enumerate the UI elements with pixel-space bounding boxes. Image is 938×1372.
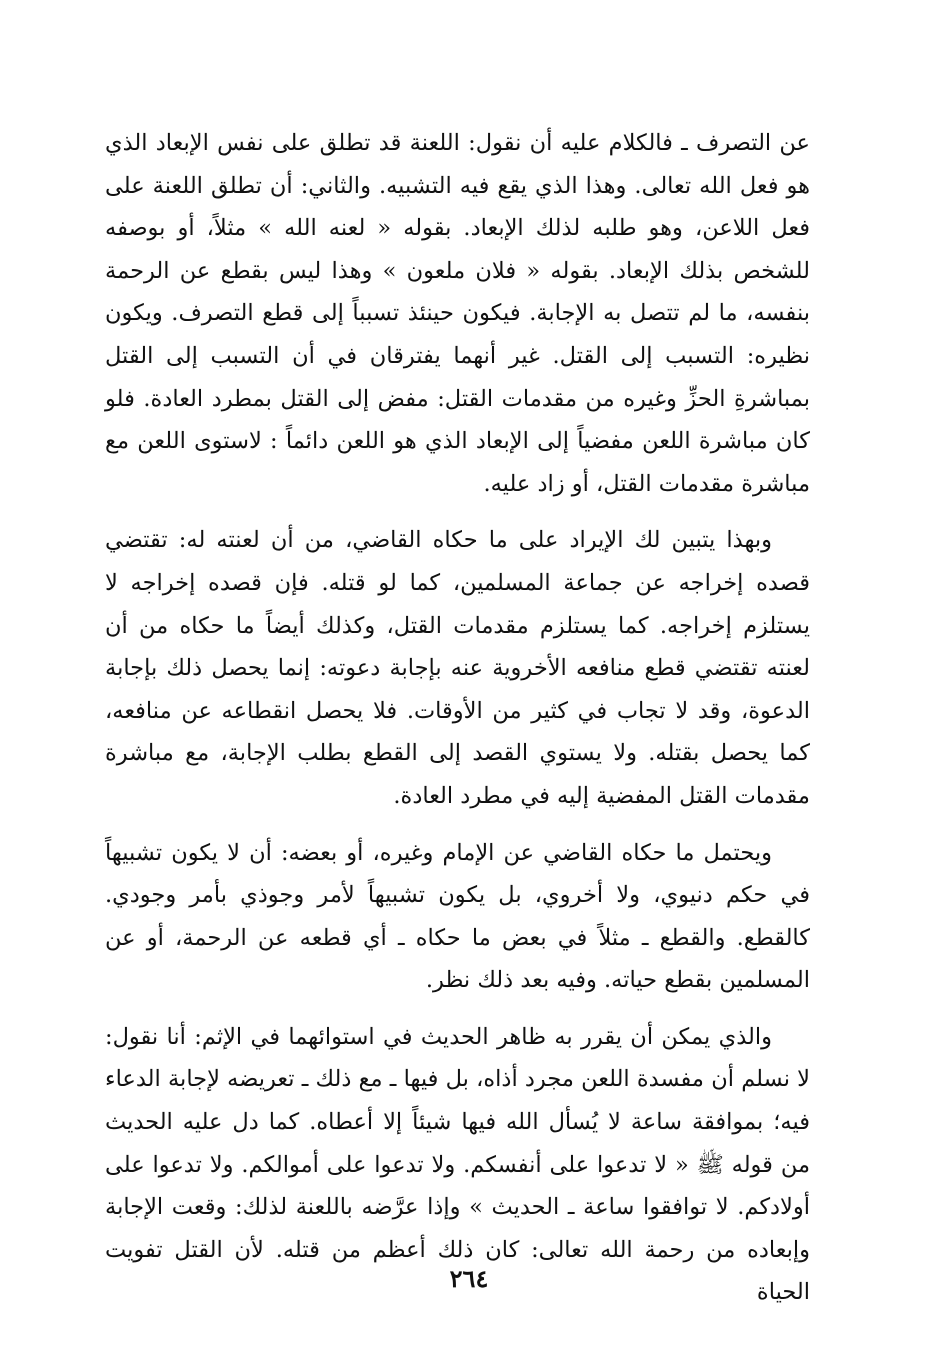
page-number: ٢٦٤: [449, 1264, 489, 1293]
paragraph-2: وبهذا يتبين لك الإيراد على ما حكاه القاضي، من أن لعنته له: تقتضي قصده إخراجه عن جماعة المسلمين، كما لو قتله. فإن قصده إخراجه لا يستلزم إخراجه. كما يستلزم مقدمات القتل، وكذلك أيضاً ما حكاه من أن لعنته تقتضي قطع منافعه الأخروية عنه بإجابة دعوته: إنما يحصل ذلك بإجابة الدعوة، وقد لا تجاب في كثير من الأوقات. فلا يحصل انقطاعه عن منافعه، كما يحصل بقتله. ولا يستوي القصد إلى القطع بطلب الإجابة، مع مباشرة مقدمات القتل المفضية إليه في مطرد العادة.: [105, 527, 810, 809]
paragraph-1: عن التصرف ـ فالكلام عليه أن نقول: اللعنة قد تطلق على نفس الإبعاد الذي هو فعل الله تعالى. وهذا الذي يقع فيه التشبيه. والثاني: أن تطلق اللعنة على فعل اللاعن، وهو طلبه لذلك الإبعاد. بقوله « لعنه الله » مثلاً، أو بوصفه للشخص بذلك الإبعاد. بقوله « فلان ملعون » وهذا ليس بقطع عن الرحمة بنفسه، ما لم تتصل به الإجابة. فيكون حينئذ تسبباً إلى قطع التصرف. ويكون نظيره: التسبب إلى القتل. غير أنهما يفترقان في أن التسبب إلى القتل بمباشرةِ الحزِّ وغيره من مقدمات القتل: مفض إلى القتل بمطرد العادة. فلو كان مباشرة اللعن مفضياً إلى الإبعاد الذي هو اللعن دائماً : لاستوى اللعن مع مباشرة مقدمات القتل، أو زاد عليه.: [105, 130, 810, 497]
paragraph-4: والذي يمكن أن يقرر به ظاهر الحديث في استوائهما في الإثم: أنا نقول: لا نسلم أن مفسدة اللعن مجرد أذاه، بل فيها ـ مع ذلك ـ تعريضه لإجابة الدعاء فيه؛ بموافقة ساعة لا يُسأل الله فيها شيئاً إلا أعطاه. كما دل عليه الحديث من قوله ﷺ « لا تدعوا على أنفسكم. ولا تدعوا على أموالكم. ولا تدعوا على أولادكم. لا توافقوا ساعة ـ الحديث » وإذا عرَّضه باللعنة لذلك: وقعت الإجابة وإبعاده من رحمة الله تعالى: كان ذلك أعظم من قتله. لأن القتل تفويت الحياة: [105, 1023, 810, 1306]
body-text: [105, 122, 810, 1328]
paragraph-3: ويحتمل ما حكاه القاضي عن الإمام وغيره، أو بعضه: أن لا يكون تشبيهاً في حكم دنيوي، ولا أخروي، بل يكون تشبيهاً لأمر وجوذي بأمر وجودي. كالقطع. والقطع ـ مثلاً في بعض ما حكاه ـ أي قطعه عن الرحمة، أو عن المسلمين بقطع حياته. وفيه بعد ذلك نظر.: [105, 839, 811, 994]
